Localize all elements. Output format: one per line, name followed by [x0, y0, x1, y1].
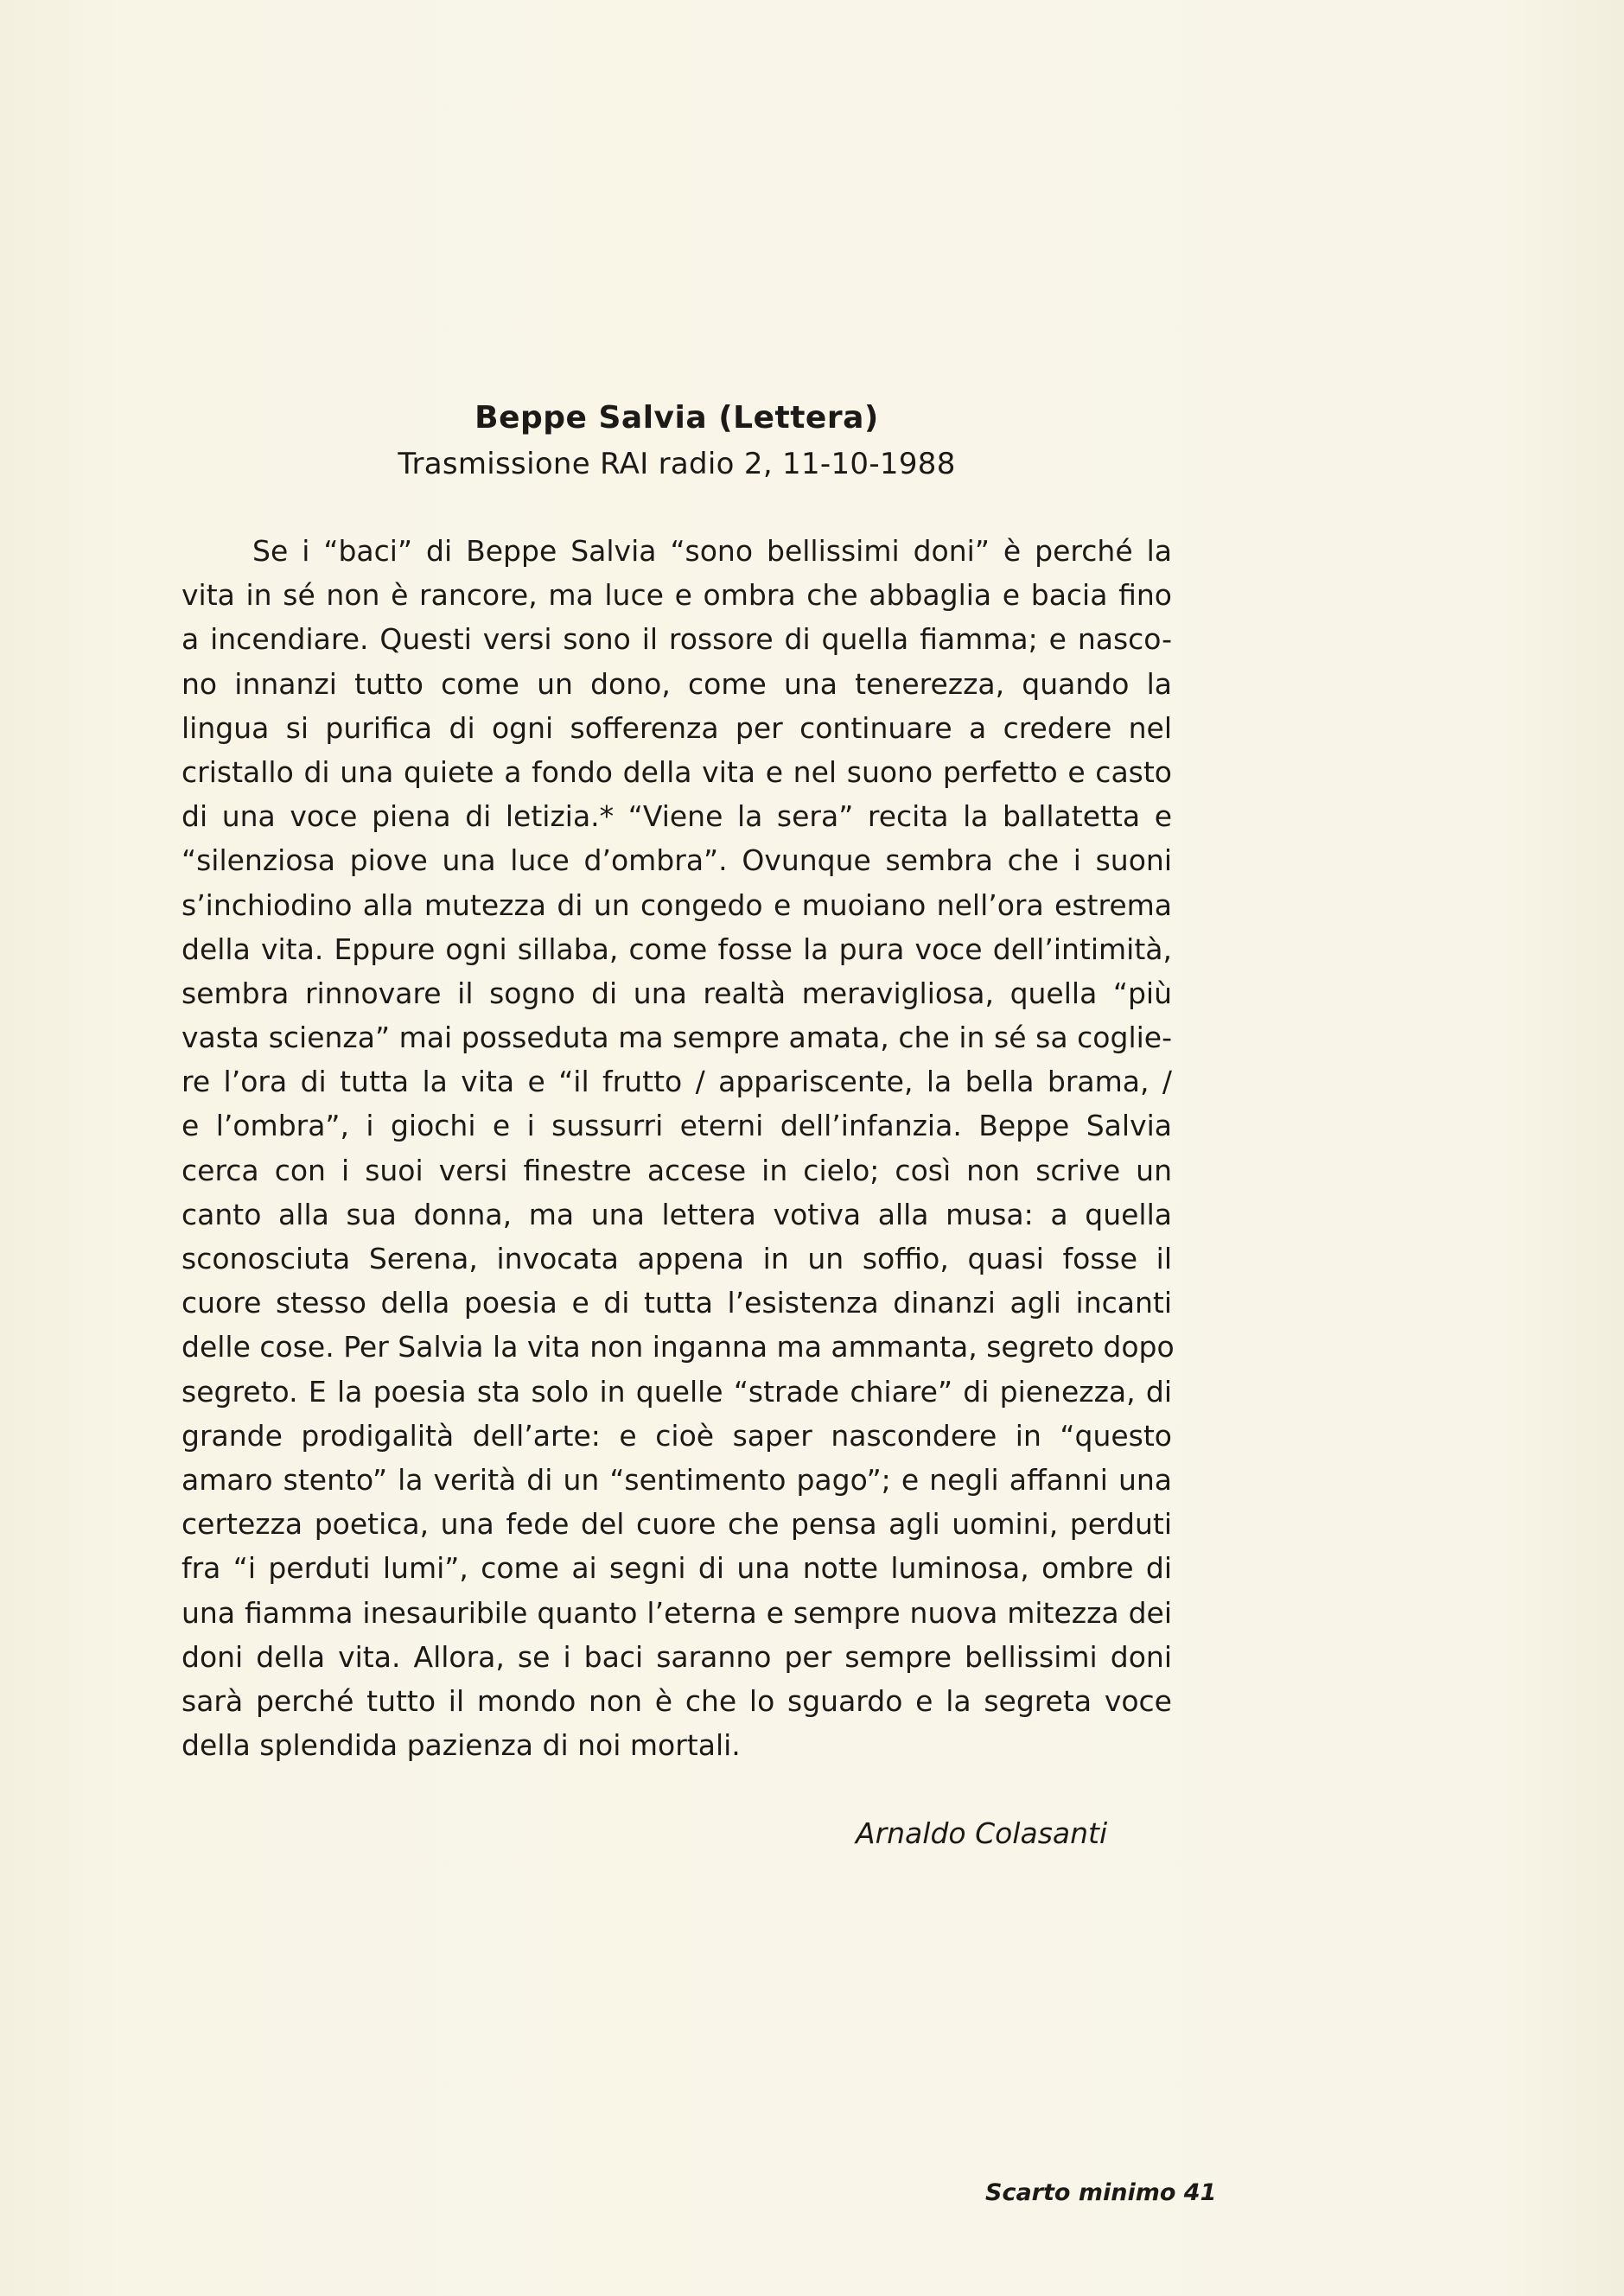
author-signature: Arnaldo Colasanti [856, 1816, 1108, 1850]
text-line: sconosciuta Serena, invocata appena in un soffio, quasi fosse il [182, 1242, 1172, 1275]
text-line: amaro stento” la verità di un “sentimento pago”; e negli affanni una [182, 1462, 1172, 1497]
text-line: sarà perché tutto il mondo non è che lo sguardo e la segreta voce [182, 1683, 1172, 1718]
text-line: fra “i perduti lumi”, come ai segni di una notte luminosa, ombre di [182, 1551, 1172, 1586]
text-line: della splendida pazienza di noi mortali. [182, 1728, 741, 1763]
text-line: delle cose. Per Salvia la vita non inganna ma ammanta, segreto dopo [182, 1330, 1175, 1364]
text-line: certezza poetica, una fede del cuore che pensa agli uomini, perduti [182, 1507, 1172, 1542]
text-line: di una voce piena di letizia.* “Viene la sera” recita la ballatetta e [182, 799, 1172, 834]
text-line: cerca con i suoi versi finestre accese in cielo; così non scrive un [182, 1153, 1172, 1187]
text-line: segreto. E la poesia sta solo in quelle “strade chiare” di pienezza, di [182, 1374, 1172, 1409]
text-line: a incendiare. Questi versi sono il rossore di quella fiamma; e nasco- [182, 622, 1172, 657]
title-block [182, 396, 1172, 486]
text-line: vasta scienza” mai posseduta ma sempre amata, che in sé sa coglie- [182, 1021, 1172, 1055]
text-line: no innanzi tutto come un dono, come una tenerezza, quando la [182, 666, 1172, 701]
text-line: canto alla sua donna, ma una lettera votiva alla musa: a quella [182, 1197, 1172, 1231]
text-line: cuore stesso della poesia e di tutta l’esistenza dinanzi agli incanti [182, 1286, 1172, 1320]
text-line: grande prodigalità dell’arte: e cioè saper nascondere in “questo [182, 1418, 1172, 1453]
text-line: cristallo di una quiete a fondo della vita e nel suono perfetto e casto [182, 754, 1172, 789]
text-line: una fiamma inesauribile quanto l’eterna e sempre nuova mitezza dei [182, 1595, 1172, 1630]
text-line: della vita. Eppure ogni sillaba, come fosse la pura voce dell’intimità, [182, 932, 1172, 966]
page-subtitle: Trasmissione RAI radio 2, 11-10-1988 [398, 447, 956, 481]
text-line: “silenziosa piove una luce d’ombra”. Ovunque sembra che i suoni [182, 843, 1172, 878]
page-footer: Scarto minimo 41 [985, 2179, 1217, 2206]
text-line: Se i “baci” di Beppe Salvia “sono bellissimi doni” è perché la [252, 534, 1172, 568]
text-line: vita in sé non è rancore, ma luce e ombra che abbaglia e bacia fino [182, 578, 1172, 613]
text-line: re l’ora di tutta la vita e “il frutto / appariscente, la bella brama, / [182, 1065, 1172, 1099]
text-line: doni della vita. Allora, se i baci saranno per sempre bellissimi doni [182, 1639, 1172, 1674]
body-text [182, 529, 1175, 1767]
text-line: e l’ombra”, i giochi e i sussurri eterni dell’infanzia. Beppe Salvia [182, 1109, 1172, 1143]
text-line: sembra rinnovare il sogno di una realtà meravigliosa, quella “più [182, 976, 1172, 1010]
text-line: lingua si purifica di ogni sofferenza per continuare a credere nel [182, 710, 1172, 745]
text-line: s’inchiodino alla mutezza di un congedo e muoiano nell’ora estrema [182, 887, 1172, 922]
page-title: Beppe Salvia (Lettera) [474, 400, 879, 436]
